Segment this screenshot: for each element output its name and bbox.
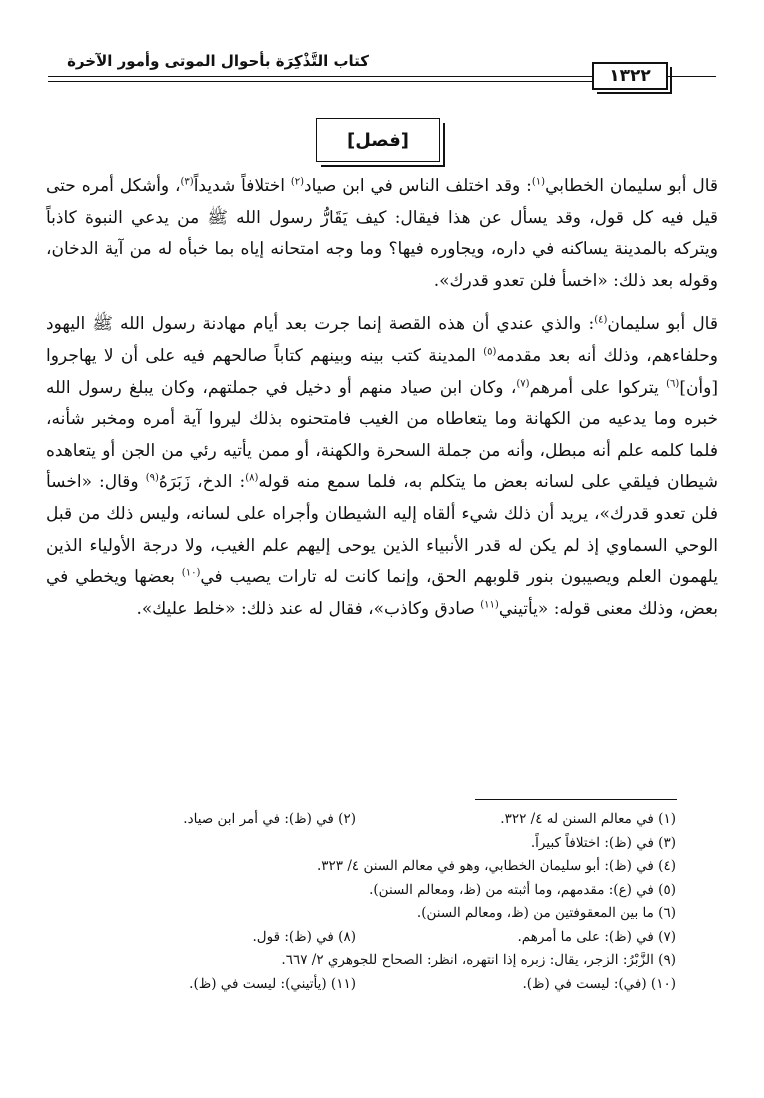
footnote-line	[76, 926, 676, 950]
footnote-line	[76, 855, 676, 879]
footnote-marker: (١٠)	[181, 567, 201, 579]
footnote-line	[76, 949, 676, 973]
footnote: (١١) (يأتيني): ليست في (ظ).	[189, 975, 356, 992]
footnote-line	[76, 879, 676, 903]
text-segment: قال أبو سليمان	[607, 314, 718, 335]
footnote: (٩) الزَّبْرُ: الزجر، يقال: زبره إذا انتهره، انظر: الصحاح للجوهري ٢/ ٦٦٧.	[281, 952, 676, 968]
footnote: (١٠) (في): ليست في (ظ).	[522, 975, 676, 992]
footnote: (٢) في (ظ): في أمر ابن صياد.	[183, 811, 356, 827]
footnote: (١) في معالم السنن له ٤/ ٣٢٢.	[500, 811, 676, 827]
footnote-marker: (٩)	[145, 472, 159, 484]
footnote-marker: (٣)	[180, 176, 194, 188]
footnote-line	[76, 902, 676, 926]
paragraph	[46, 309, 718, 625]
footnote-marker: (١)	[531, 176, 546, 188]
footnote: (٣) في (ظ): اختلافاً كبيراً.	[530, 834, 676, 851]
footnote: (٥) في (ع): مقدمهم، وما أثبته من (ظ، ومعالم السنن).	[369, 881, 676, 898]
footnote-marker: (٦)	[666, 377, 680, 389]
text-segment: قال أبو سليمان الخطابي	[545, 176, 719, 196]
text-segment: يتركوا على أمرهم	[529, 377, 667, 398]
text-segment: صادق وكاذب»، فقال له عند ذلك: «خلط عليك».	[136, 598, 481, 619]
section-heading: [فصل]	[316, 118, 440, 162]
text-segment: ، وأشكل أمره حتى قيل فيه كل قول، وقد يسأل عن هذا فيقال: كيف يَقَارُّ رسول الله ﷺ من يدعي النبوة كاذباً ويتركه بالمدينة يساكنه في داره، ويجاوره فيها؟ وما وجه امتحانه إياه بما خبأه له من آية الدخان، وقوله بعد ذلك: «اخسأ فلن تعدو قدرك».	[46, 176, 718, 291]
paragraph	[46, 171, 718, 297]
footnote-line	[76, 832, 676, 856]
footnote-marker: (٨)	[245, 472, 259, 484]
footnote-marker: (٢)	[290, 176, 305, 188]
footnote-line	[76, 973, 676, 997]
footnote: (٨) في (ظ): قول.	[252, 928, 356, 945]
footnote: (٦) ما بين المعقوفتين من (ظ، ومعالم السنن).	[416, 905, 676, 921]
footnote-marker: (٥)	[483, 346, 497, 358]
body-text	[46, 171, 718, 625]
text-segment: وقال: «اخسأ فلن تعدو قدرك»، يريد أن ذلك شيء ألقاه إليه الشيطان وأجراه على لسانه، وليس ذلك من قبل الوحي السماوي إذ لم يكن له قدر الأنبياء الذين يوحى إليهم علم الغيب، ولا درجة الأولياء الذين يلهمون العلم ويصيبون بنور قلوبهم الحق، وإنما كانت له تارات يصيب في	[46, 472, 718, 588]
page-number: ١٣٢٢	[592, 62, 668, 90]
footnote-marker: (٤)	[594, 314, 608, 326]
text-segment: المدينة كتب بينه وبينهم كتاباً صالحهم فيه على أن لا يهاجروا [وأن]	[46, 345, 718, 398]
text-segment: : والذي عندي أن هذه القصة إنما جرت بعد أيام مهادنة رسول الله ﷺ اليهود وحلفاءهم، وذلك أنه بعد مقدمه	[46, 314, 718, 366]
text-segment: اختلافاً شديداً	[193, 176, 291, 196]
text-segment: ، وكان ابن صياد منهم أو دخيل في جملتهم، وكان يبلغ رسول الله خبره وما يدعيه من الكهانة وما يتعاطاه من الغيب فامتحنوه بذلك ليروا آية أمره ومخبر شأنه، فلما كلمه علم أنه مبطل، وأنه من جملة السحرة والكهنة، أو ممن يأتيه رئي من الجن أو يتعاهده شيطان فيلقي على لسانه بعض ما يتكلم به، فلما سمع منه قوله	[46, 377, 718, 493]
footnotes	[76, 808, 676, 996]
footnote: (٤) في (ظ): أبو سليمان الخطابي، وهو في معالم السنن ٤/ ٣٢٣.	[316, 858, 676, 874]
footnote-marker: (٧)	[516, 377, 530, 389]
footnote-separator	[475, 799, 677, 800]
footnote-line	[76, 808, 676, 832]
header-rule-secondary	[48, 81, 593, 82]
footnote: (٧) في (ظ): على ما أمرهم.	[517, 928, 676, 945]
text-segment: بعضها ويخطي في بعض، وذلك معنى قوله: «يأتيني	[46, 567, 718, 619]
running-header-title: كتاب التَّذْكِرَة بأحوال الموتى وأمور الآخرة	[67, 52, 369, 70]
footnote-marker: (١١)	[480, 599, 499, 611]
text-segment: : وقد اختلف الناس في ابن صياد	[304, 176, 532, 196]
text-segment: : الدخ، زَبَرَهُ	[158, 472, 246, 493]
